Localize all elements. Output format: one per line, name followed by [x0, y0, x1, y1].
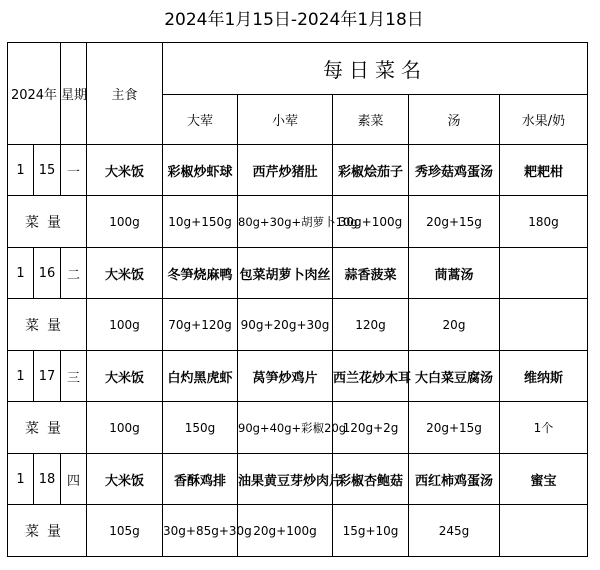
dish-cell: 白灼黑虎虾: [163, 351, 238, 402]
dish-cell: 包菜胡萝卜肉丝: [238, 248, 333, 299]
qty-label: 菜量: [8, 299, 87, 351]
column-header-soup: 汤: [409, 95, 500, 145]
qty-cell: 20g+15g: [409, 196, 500, 248]
weekday-cell: 三: [61, 351, 87, 402]
daily-menu-header: 每日菜名: [163, 43, 588, 95]
qty-label: 菜量: [8, 505, 87, 557]
table-row: [8, 299, 588, 351]
staple-cell: 大米饭: [87, 145, 163, 196]
table-row: [8, 248, 588, 299]
date-cell: 15: [34, 145, 61, 196]
dish-cell: 大白菜豆腐汤: [409, 351, 500, 402]
table-row: [8, 145, 588, 196]
qty-cell: 90g+40g+彩椒20g: [238, 402, 333, 454]
table-row: [8, 454, 588, 505]
staple-qty-cell: 105g: [87, 505, 163, 557]
dish-cell: 蜜宝: [500, 454, 588, 505]
qty-cell: 180g: [500, 196, 588, 248]
table-row: [8, 196, 588, 248]
qty-cell: 70g+120g: [163, 299, 238, 351]
dish-cell: 油果黄豆芽炒肉片: [238, 454, 333, 505]
dish-cell: 冬笋烧麻鸭: [163, 248, 238, 299]
staple-qty-cell: 100g: [87, 196, 163, 248]
qty-cell: 80g+30g+胡萝卜10g: [238, 196, 333, 248]
table-row: [8, 402, 588, 454]
date-cell: 17: [34, 351, 61, 402]
qty-cell: 20g: [409, 299, 500, 351]
date-cell: 16: [34, 248, 61, 299]
staple-cell: 大米饭: [87, 454, 163, 505]
dish-cell: 维纳斯: [500, 351, 588, 402]
weekday-cell: 一: [61, 145, 87, 196]
staple-qty-cell: 100g: [87, 299, 163, 351]
column-header-side-meat: 小荤: [238, 95, 333, 145]
dish-cell: 香酥鸡排: [163, 454, 238, 505]
dish-cell: 蒜香菠菜: [333, 248, 409, 299]
dish-cell: 彩椒杏鲍菇: [333, 454, 409, 505]
qty-cell: [500, 299, 588, 351]
month-cell: 1: [8, 248, 34, 299]
staple-cell: 大米饭: [87, 248, 163, 299]
weekday-cell: 二: [61, 248, 87, 299]
qty-cell: 20g+100g: [238, 505, 333, 557]
dish-cell: 茼蒿汤: [409, 248, 500, 299]
table-row: [8, 505, 588, 557]
dish-cell: 彩椒烩茄子: [333, 145, 409, 196]
qty-label: 菜量: [8, 196, 87, 248]
weekday-cell: 四: [61, 454, 87, 505]
column-header-fruit-milk: 水果/奶: [500, 95, 588, 145]
staple-qty-cell: 100g: [87, 402, 163, 454]
qty-cell: 1个: [500, 402, 588, 454]
dish-cell: 彩椒炒虾球: [163, 145, 238, 196]
qty-cell: [500, 505, 588, 557]
menu-table: [7, 42, 588, 557]
month-cell: 1: [8, 351, 34, 402]
column-header-main-meat: 大荤: [163, 95, 238, 145]
qty-cell: 30g+85g+30g: [163, 505, 238, 557]
weekday-header: 星期: [61, 43, 87, 145]
qty-cell: 90g+20g+30g: [238, 299, 333, 351]
qty-cell: 120g: [333, 299, 409, 351]
dish-cell: [500, 248, 588, 299]
dish-cell: 西红柿鸡蛋汤: [409, 454, 500, 505]
qty-cell: 15g+10g: [333, 505, 409, 557]
staple-cell: 大米饭: [87, 351, 163, 402]
qty-cell: 150g: [163, 402, 238, 454]
date-cell: 18: [34, 454, 61, 505]
dish-cell: 莴笋炒鸡片: [238, 351, 333, 402]
qty-cell: 20g+15g: [409, 402, 500, 454]
column-header-vegetable: 素菜: [333, 95, 409, 145]
dish-cell: 西芹炒猪肚: [238, 145, 333, 196]
qty-label: 菜量: [8, 402, 87, 454]
dish-cell: 秀珍菇鸡蛋汤: [409, 145, 500, 196]
qty-cell: 120g+2g: [333, 402, 409, 454]
month-cell: 1: [8, 454, 34, 505]
qty-cell: 245g: [409, 505, 500, 557]
month-cell: 1: [8, 145, 34, 196]
staple-header: 主食: [87, 43, 163, 145]
page-title: 2024年1月15日-2024年1月18日: [164, 10, 424, 30]
qty-cell: 30g+100g: [333, 196, 409, 248]
qty-cell: 10g+150g: [163, 196, 238, 248]
dish-cell: 西兰花炒木耳: [333, 351, 409, 402]
table-row: [8, 351, 588, 402]
year-header: 2024年: [8, 43, 61, 145]
dish-cell: 耙耙柑: [500, 145, 588, 196]
